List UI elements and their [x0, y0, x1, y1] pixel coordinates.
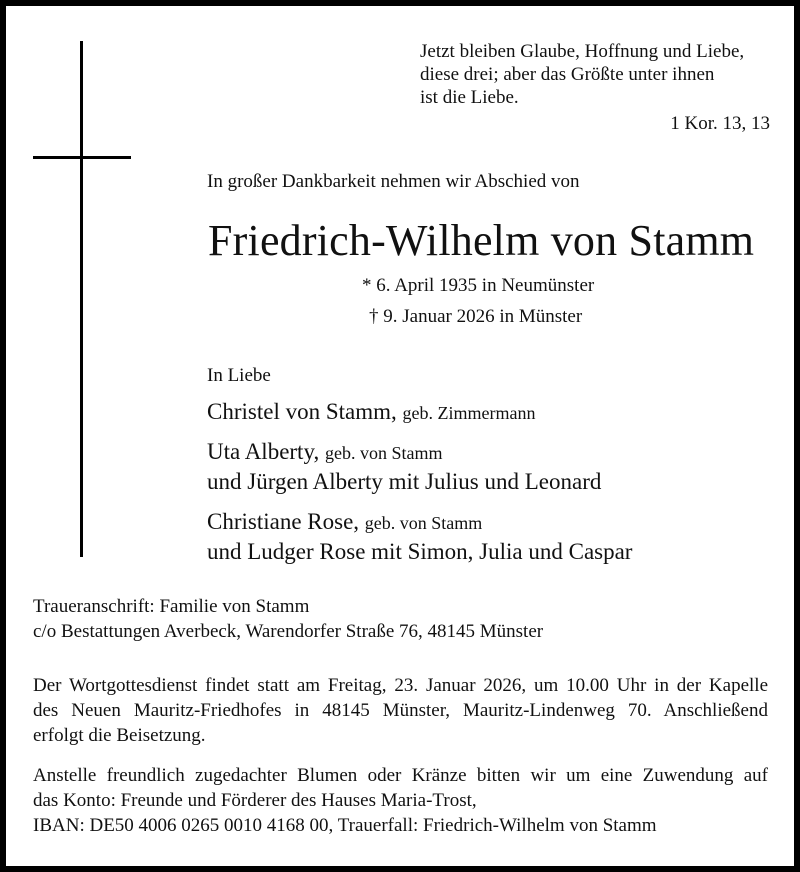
- cross-vertical-bar: [80, 41, 83, 557]
- cross-horizontal-bar: [33, 156, 131, 159]
- service-info: [33, 673, 768, 748]
- mourner-family: und Jürgen Alberty mit Julius und Leonard: [207, 469, 602, 494]
- address-line: Traueranschrift: Familie von Stamm: [33, 596, 310, 617]
- mourner-family: und Ludger Rose mit Simon, Julia und Caspar: [207, 539, 633, 564]
- birth-date: * 6. April 1935 in Neumünster: [362, 275, 595, 296]
- bible-verse: [420, 40, 780, 109]
- mourner-name: Uta Alberty,: [207, 439, 320, 464]
- farewell-intro: In großer Dankbarkeit nehmen wir Abschied von: [207, 171, 580, 192]
- verse-line: diese drei; aber das Größte unter ihnen: [420, 64, 715, 85]
- mourner-entry: [207, 437, 442, 468]
- deceased-name: Friedrich-Wilhelm von Stamm: [208, 216, 755, 265]
- service-line: Der Wortgottesdienst findet statt am Freitag, 23. Januar 2026, um 10.00 Uhr in der Kapelle: [33, 675, 768, 696]
- death-date: † 9. Januar 2026 in Münster: [369, 306, 583, 327]
- mourner-name: Christiane Rose,: [207, 509, 360, 534]
- mourner-maiden-name: geb. Zimmermann: [402, 403, 536, 423]
- service-line: des Neuen Mauritz-Friedhofes in 48145 Münster, Mauritz-Lindenweg 70. Anschließend: [33, 700, 768, 721]
- donation-line: das Konto: Freunde und Förderer des Hauses Maria-Trost,: [33, 790, 477, 811]
- donation-info: [33, 763, 768, 838]
- mourners-intro: In Liebe: [207, 365, 271, 386]
- service-line: erfolgt die Beisetzung.: [33, 725, 206, 746]
- verse-line: ist die Liebe.: [420, 87, 519, 108]
- mourner-maiden-name: geb. von Stamm: [364, 513, 483, 533]
- verse-reference: 1 Kor. 13, 13: [670, 113, 770, 134]
- donation-line: Anstelle freundlich zugedachter Blumen oder Kränze bitten wir um eine Zuwendung auf: [33, 765, 768, 786]
- mourner-entry: [207, 397, 535, 428]
- mourner-entry: [207, 507, 482, 538]
- mourner-maiden-name: geb. von Stamm: [324, 443, 443, 463]
- mourning-address: [33, 594, 543, 644]
- verse-line: Jetzt bleiben Glaube, Hoffnung und Liebe,: [420, 41, 745, 62]
- address-line: c/o Bestattungen Averbeck, Warendorfer Straße 76, 48145 Münster: [33, 621, 544, 642]
- donation-line: IBAN: DE50 4006 0265 0010 4168 00, Trauerfall: Friedrich-Wilhelm von Stamm: [33, 815, 657, 836]
- mourner-name: Christel von Stamm,: [207, 399, 397, 424]
